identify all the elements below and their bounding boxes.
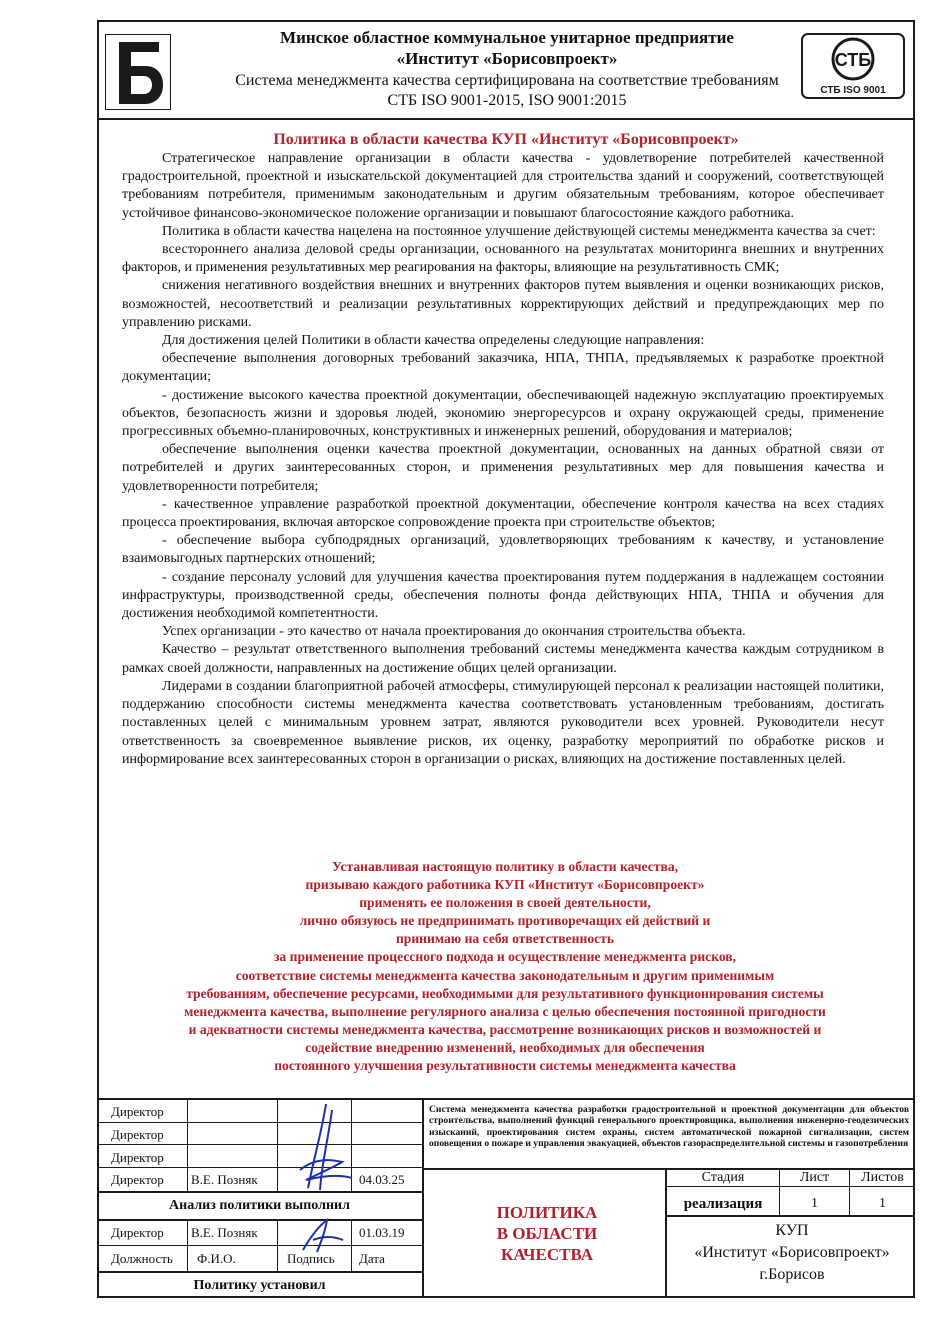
document-title bbox=[447, 1202, 647, 1265]
commitment-statement bbox=[112, 858, 898, 1075]
review-role: Директор bbox=[111, 1172, 164, 1187]
review-date: 04.03.25 bbox=[359, 1172, 405, 1187]
policy-paragraph: Стратегическое направление организации в области качества - удовлетворение потребителей качественной градостроительной, проектной и изыскательской документацией для строительства зданий и сооружений, соответствующей требованиям потребителя, применимым законодательным и другим обязательным требованиям, которое обеспечивает устойчивое финансово-экономическое положение организации и повышают благосостояние каждого работника. bbox=[122, 151, 884, 221]
org-name: «Институт «Борисовпроект» bbox=[694, 1244, 890, 1261]
stb-certification-logo bbox=[801, 33, 905, 99]
sheets-value: 1 bbox=[879, 1196, 886, 1211]
company-logo bbox=[105, 34, 171, 110]
sheet-label: Лист bbox=[799, 1170, 830, 1185]
org-name-line1: Минское областное коммунальное унитарное предприятие bbox=[280, 28, 734, 47]
policy-paragraph: - качественное управление разработкой проектной документации, обеспечение контроля качества на всех стадиях процесса проектирования, включая авторское сопровождение проекта при строительстве объектов; bbox=[122, 496, 884, 531]
stb-logo-text: СТБ bbox=[834, 50, 872, 70]
policy-body bbox=[122, 150, 884, 769]
sheets-label: Листов bbox=[861, 1170, 904, 1185]
commitment-line: принимаю на себя ответственность bbox=[395, 931, 615, 947]
label-date: Дата bbox=[359, 1251, 385, 1266]
document-title-line: КАЧЕСТВА bbox=[501, 1245, 593, 1264]
document-header bbox=[97, 20, 915, 120]
stage-value: реализация bbox=[683, 1196, 763, 1212]
policy-paragraph: Качество – результат ответственного выполнения требований системы менеджмента качества каждым сотрудником в рамках своей должности, направленных на достижение общих целей организации. bbox=[122, 642, 884, 676]
review-role: Директор bbox=[111, 1104, 164, 1119]
commitment-line: призываю каждого работника КУП «Институт «Борисовпроект» bbox=[305, 877, 705, 893]
commitment-line: постоянного улучшения результативности системы менеджмента качества bbox=[274, 1058, 736, 1074]
commitment-line: требованиям, обеспечение ресурсами, необходимыми для результативного функционирования системы bbox=[186, 985, 824, 1001]
policy-title: Политика в области качества КУП «Институт «Борисовпроект» bbox=[273, 131, 739, 148]
stage-label: Стадия bbox=[701, 1170, 745, 1185]
policy-paragraph: Политика в области качества нацелена на постоянное улучшение действующей системы менеджмента качества за счет: bbox=[162, 223, 876, 239]
commitment-line: и адекватности системы менеджмента качества, рассмотрение возникающих рисков и возможностей и bbox=[188, 1021, 822, 1037]
signature-scribble bbox=[297, 1216, 349, 1256]
commitment-line: менеджмента качества, выполнение регулярного анализа с целью обеспечения постоянной пригодности bbox=[184, 1003, 826, 1019]
stb-badge-caption: СТБ ISO 9001 bbox=[820, 85, 886, 96]
commitment-line: Устанавливая настоящую политику в области качества, bbox=[331, 859, 679, 874]
logo-letter: Б bbox=[105, 34, 106, 35]
policy-paragraph: - создание персоналу условий для улучшения качества проектирования путем поддержания в надлежащем состоянии инфраструктуры, производственной среды, обеспечения полноты фонда действующих НПА, ТНПА и обучения для достижения необходимой компетентности. bbox=[122, 569, 884, 622]
label-position: Должность bbox=[111, 1251, 173, 1266]
commitment-line: соответствие системы менеджмента качества законодательным и другим применимым bbox=[235, 967, 775, 983]
qms-scope-text: Система менеджмента качества разработки градостроительной и проектной документации для объектов строительства, выполнений функций генерального проектировщика, выполнения инженерно-геодезических изысканий, проектирования систем охраны, систем автоматической пожарной сигнализации, систем оповещения о пожаре и управления эвакуацией, объектов газораспределительной системы и газопотребления bbox=[429, 1104, 909, 1149]
approve-date: 01.03.19 bbox=[359, 1225, 405, 1240]
policy-paragraph: обеспечение выполнения договорных требований заказчика, НПА, ТНПА, предъявляемых к разработке проектной документации; bbox=[122, 351, 884, 385]
review-caption: Анализ политики выполнил bbox=[169, 1198, 350, 1213]
policy-paragraph: обеспечение выполнения оценки качества проектной документации, основанных на данных обратной связи от потребителей и других заинтересованных сторон, и применения результативных мер для повышения качества и удовлетворенности потребителя; bbox=[122, 442, 884, 494]
label-fio: Ф.И.О. bbox=[197, 1251, 236, 1266]
approve-caption: Политику установил bbox=[193, 1278, 326, 1293]
policy-paragraph: всестороннего анализа деловой среды организации, основанного на результатах мониторинга внешних и внутренних факторов, и применения результативных мер реагирования на факторы, влияющие на результативность СМК; bbox=[122, 242, 884, 276]
org-kup: КУП bbox=[775, 1222, 809, 1239]
document-title-line: В ОБЛАСТИ bbox=[496, 1224, 598, 1243]
certification-line1: Система менеджмента качества сертифицирована на соответствие требованиям bbox=[235, 72, 779, 89]
label-signature: Подпись bbox=[287, 1251, 335, 1266]
document-title-line: ПОЛИТИКА bbox=[496, 1203, 598, 1222]
review-name: В.Е. Позняк bbox=[191, 1172, 258, 1187]
commitment-line: лично обязуюсь не предпринимать противоречащих ей действий и bbox=[299, 913, 711, 929]
commitment-line: применять ее положения в своей деятельности, bbox=[359, 895, 651, 911]
policy-paragraph: Для достижения целей Политики в области качества определены следующие направления: bbox=[162, 333, 705, 349]
review-role: Директор bbox=[111, 1150, 164, 1165]
policy-paragraph: Успех организации - это качество от начала проектирования до окончания строительства объекта. bbox=[162, 624, 746, 640]
policy-paragraph: снижения негативного воздействия внешних и внутренних факторов путем выявления и оценки возникающих рисков, возможностей, несоответствий и реализации результативных корректирующих действий и предупреждающих мер по управлению рисками. bbox=[122, 278, 884, 330]
org-name-line2: «Институт «Борисовпроект» bbox=[396, 49, 618, 68]
policy-paragraph: - обеспечение выбора субподрядных организаций, удовлетворяющих требованиям к качеству, и установление взаимовыгодных партнерских отношений; bbox=[122, 533, 884, 567]
sheet-value: 1 bbox=[811, 1196, 818, 1211]
signature-scribble bbox=[292, 1100, 358, 1192]
review-role: Директор bbox=[111, 1127, 164, 1142]
title-block-stamp bbox=[97, 1098, 915, 1298]
commitment-line: за применение процессного подхода и осуществление менеджмента рисков, bbox=[273, 949, 737, 965]
certification-line2: СТБ ISO 9001-2015, ISO 9001:2015 bbox=[387, 92, 627, 109]
policy-paragraph: Лидерами в создании благоприятной рабочей атмосферы, стимулирующей персонал к реализации настоящей политики, поддержанию способности системы менеджмента качества соответствовать установленным требованиям, достигать поставленных целей с минимальным уровнем затрат, являются руководители всех уровней. Руководители несут ответственность за своевременное выявление рисков, их оценку, разработку мероприятий по обработке рисков и информирование всех заинтересованных сторон в организации о рисках, влияющих на достижение поставленных целей. bbox=[122, 678, 884, 767]
approve-name: В.Е. Позняк bbox=[191, 1225, 258, 1240]
org-city: г.Борисов bbox=[759, 1266, 825, 1283]
policy-paragraph: - достижение высокого качества проектной документации, обеспечивающей надежную эксплуатацию проектируемых объектов, безопасность жизни и здоровья людей, экономию энергоресурсов и охрану окружающей среды, применение прогрессивных объемно-планировочных, конструктивных и инженерных решений, оборудования и материалов; bbox=[122, 387, 884, 440]
commitment-line: содействие внедрению изменений, необходимых для обеспечения bbox=[305, 1039, 705, 1055]
approve-role: Директор bbox=[111, 1225, 164, 1240]
